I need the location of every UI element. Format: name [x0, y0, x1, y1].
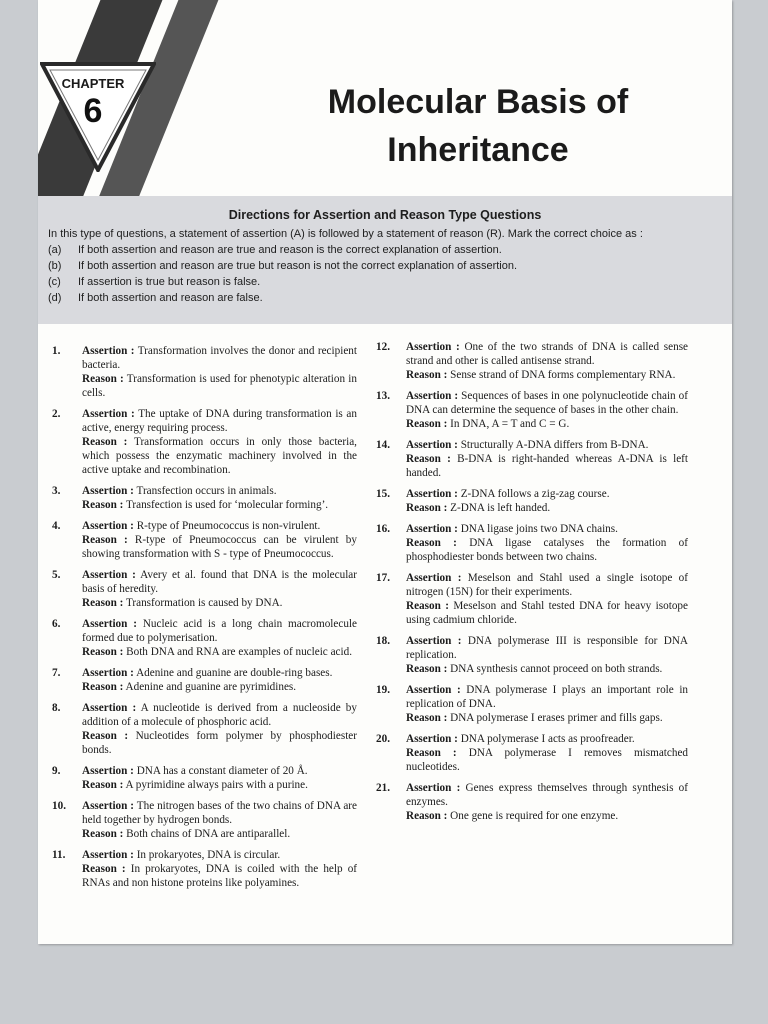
- directions-intro: In this type of questions, a statement of assertion (A) is followed by a statement of reason (R). Mark the correct choice as :: [48, 228, 643, 240]
- reason-line: [406, 536, 688, 564]
- assertion-text: DNA polymerase I acts as proofreader.: [460, 733, 635, 745]
- assertion-label: Assertion :: [406, 635, 462, 647]
- assertion-text: Genes express themselves through synthesis of enzymes.: [406, 782, 688, 808]
- assertion-label: Assertion :: [82, 569, 136, 581]
- assertion-line: [406, 438, 688, 452]
- reason-line: [82, 680, 357, 694]
- page: [38, 0, 732, 944]
- reason-text: DNA synthesis cannot proceed on both strands.: [450, 663, 663, 675]
- question-number: 11.: [52, 849, 66, 861]
- reason-text: Transfection is used for ‘molecular forming’.: [125, 499, 329, 511]
- question-number: 6.: [52, 618, 61, 630]
- direction-option: (d) If both assertion and reason are false.: [48, 292, 263, 304]
- question-body: [406, 732, 688, 774]
- question-body: [406, 438, 688, 480]
- question-number: 3.: [52, 485, 61, 497]
- reason-text: Z-DNA is left handed.: [450, 502, 551, 514]
- reason-text: In prokaryotes, DNA is coiled with the help of RNAs and non histone proteins like polyamines.: [82, 863, 358, 889]
- direction-option: (a) If both assertion and reason are true and reason is the correct explanation of assertion.: [48, 244, 502, 256]
- question-item: [52, 407, 357, 477]
- assertion-text: Transformation involves the donor and recipient bacteria.: [82, 345, 357, 371]
- question-item: [52, 764, 357, 792]
- reason-text: B-DNA is right-handed whereas A-DNA is left handed.: [406, 453, 688, 479]
- question-number: 9.: [52, 765, 61, 777]
- assertion-line: [406, 781, 688, 809]
- question-item: [52, 484, 357, 512]
- reason-line: [406, 417, 688, 431]
- reason-label: Reason :: [82, 436, 128, 448]
- assertion-text: Meselson and Stahl used a single isotope of nitrogen (15N) for their experiments.: [406, 572, 689, 598]
- reason-text: Transformation is caused by DNA.: [125, 597, 283, 609]
- assertion-line: [82, 568, 357, 596]
- reason-label: Reason :: [406, 747, 457, 759]
- reason-line: [406, 452, 688, 480]
- reason-label: Reason :: [406, 600, 449, 612]
- question-body: [82, 799, 357, 841]
- reason-line: [406, 662, 688, 676]
- reason-label: Reason :: [82, 681, 124, 693]
- question-number: 4.: [52, 520, 61, 532]
- assertion-line: [82, 617, 357, 645]
- direction-option: (b) If both assertion and reason are true but reason is not the correct explanation of assertion.: [48, 260, 518, 272]
- reason-label: Reason :: [82, 534, 128, 546]
- directions-title: Directions for Assertion and Reason Type Questions: [228, 208, 542, 222]
- assertion-text: Adenine and guanine are double-ring bases.: [136, 667, 333, 679]
- assertion-label: Assertion :: [82, 849, 134, 861]
- assertion-label: Assertion :: [82, 702, 137, 714]
- question-item: [52, 799, 357, 841]
- question-number: 5.: [52, 569, 61, 581]
- assertion-label: Assertion :: [82, 800, 135, 812]
- question-number: 10.: [52, 800, 66, 812]
- reason-text: DNA polymerase I erases primer and fills gaps.: [450, 712, 663, 724]
- reason-line: [406, 711, 688, 725]
- question-number: 13.: [376, 390, 390, 402]
- reason-text: A pyrimidine always pairs with a purine.: [125, 779, 308, 791]
- assertion-label: Assertion :: [406, 523, 458, 535]
- reason-line: [406, 809, 688, 823]
- assertion-label: Assertion :: [406, 572, 462, 584]
- assertion-text: DNA ligase joins two DNA chains.: [460, 523, 618, 535]
- question-item: [376, 683, 688, 725]
- question-item: [52, 344, 357, 400]
- question-number: 20.: [376, 733, 390, 745]
- reason-label: Reason :: [406, 453, 451, 465]
- assertion-text: DNA polymerase III is responsible for DNA replication.: [406, 635, 688, 661]
- question-body: [406, 634, 688, 676]
- assertion-text: The nitrogen bases of the two chains of DNA are held together by hydrogen bonds.: [82, 800, 357, 826]
- assertion-text: Sequences of bases in one polynucleotide chain of DNA can determine the sequence of bases in the other chain.: [406, 390, 688, 416]
- assertion-label: Assertion :: [82, 520, 134, 532]
- assertion-text: Avery et al. found that DNA is the molecular basis of heredity.: [82, 569, 357, 595]
- reason-text: Transformation is used for phenotypic alteration in cells.: [82, 373, 357, 399]
- assertion-line: [82, 701, 357, 729]
- reason-label: Reason :: [82, 646, 124, 658]
- reason-text: One gene is required for one enzyme.: [450, 810, 619, 822]
- assertion-line: [406, 340, 688, 368]
- reason-line: [406, 746, 688, 774]
- assertion-label: Assertion :: [82, 345, 135, 357]
- question-number: 18.: [376, 635, 390, 647]
- assertion-text: Structurally A-DNA differs from B-DNA.: [460, 439, 649, 451]
- reason-label: Reason :: [82, 730, 129, 742]
- reason-text: Both chains of DNA are antiparallel.: [126, 828, 291, 840]
- question-item: [52, 701, 357, 757]
- questions-right-column: [376, 340, 688, 830]
- question-item: [376, 522, 688, 564]
- assertion-label: Assertion :: [82, 667, 134, 679]
- question-body: [82, 617, 357, 659]
- question-body: [82, 407, 357, 477]
- questions-left-column: [52, 344, 357, 897]
- direction-option: (c) If assertion is true but reason is false.: [48, 276, 261, 288]
- reason-text: Adenine and guanine are pyrimidines.: [125, 681, 297, 693]
- question-item: [376, 781, 688, 823]
- assertion-label: Assertion :: [82, 765, 134, 777]
- question-body: [406, 389, 688, 431]
- question-body: [406, 522, 688, 564]
- assertion-text: Transfection occurs in animals.: [136, 485, 277, 497]
- assertion-line: [406, 487, 688, 501]
- question-number: 8.: [52, 702, 61, 714]
- assertion-text: DNA polymerase I plays an important role in replication of DNA.: [406, 684, 689, 710]
- question-number: 1.: [52, 345, 61, 357]
- assertion-label: Assertion :: [82, 618, 137, 630]
- assertion-text: R-type of Pneumococcus is non-virulent.: [136, 520, 321, 532]
- reason-label: Reason :: [82, 828, 124, 840]
- question-item: [376, 438, 688, 480]
- reason-line: [82, 729, 357, 757]
- question-item: [376, 487, 688, 515]
- question-number: 15.: [376, 488, 390, 500]
- question-body: [406, 683, 688, 725]
- chapter-label: CHAPTER: [61, 76, 125, 91]
- question-body: [82, 701, 357, 757]
- reason-label: Reason :: [406, 537, 457, 549]
- chapter-number: 6: [83, 92, 103, 130]
- assertion-line: [406, 571, 688, 599]
- assertion-line: [406, 522, 688, 536]
- question-item: [376, 340, 688, 382]
- reason-line: [82, 645, 357, 659]
- assertion-line: [406, 732, 688, 746]
- reason-text: Both DNA and RNA are examples of nucleic acid.: [126, 646, 353, 658]
- reason-line: [82, 778, 357, 792]
- assertion-label: Assertion :: [406, 390, 459, 402]
- question-number: 14.: [376, 439, 390, 451]
- reason-line: [82, 372, 357, 400]
- reason-label: Reason :: [406, 502, 448, 514]
- assertion-label: Assertion :: [406, 733, 458, 745]
- question-item: [52, 617, 357, 659]
- assertion-line: [82, 764, 357, 778]
- assertion-text: Nucleic acid is a long chain macromolecule formed due to polymerisation.: [82, 618, 358, 644]
- question-item: [376, 571, 688, 627]
- question-body: [82, 344, 357, 400]
- question-item: [376, 389, 688, 431]
- assertion-line: [82, 484, 357, 498]
- question-item: [376, 732, 688, 774]
- question-number: 21.: [376, 782, 390, 794]
- question-body: [82, 848, 357, 890]
- reason-label: Reason :: [82, 499, 124, 511]
- assertion-line: [406, 683, 688, 711]
- assertion-line: [82, 519, 357, 533]
- page-title: Molecular Basis of Inheritance: [327, 83, 629, 169]
- assertion-label: Assertion :: [406, 684, 461, 696]
- reason-line: [82, 435, 357, 477]
- assertion-text: The uptake of DNA during transformation is an active, energy requiring process.: [82, 408, 357, 434]
- reason-label: Reason :: [406, 369, 448, 381]
- directions-box: [38, 196, 732, 324]
- reason-text: R-type of Pneumococcus can be virulent by showing transformation with S - type of Pneumococcus.: [82, 534, 357, 560]
- reason-label: Reason :: [82, 373, 124, 385]
- assertion-label: Assertion :: [82, 408, 135, 420]
- question-body: [82, 484, 357, 512]
- assertion-line: [82, 666, 357, 680]
- reason-line: [406, 599, 688, 627]
- reason-line: [82, 827, 357, 841]
- question-item: [52, 666, 357, 694]
- question-body: [406, 487, 688, 515]
- assertion-label: Assertion :: [82, 485, 134, 497]
- assertion-text: One of the two strands of DNA is called sense strand and other is called antisense strand.: [406, 341, 689, 367]
- reason-line: [82, 596, 357, 610]
- question-number: 2.: [52, 408, 61, 420]
- question-item: [52, 519, 357, 561]
- question-number: 16.: [376, 523, 390, 535]
- question-body: [406, 781, 688, 823]
- question-item: [52, 848, 357, 890]
- reason-label: Reason :: [406, 810, 448, 822]
- assertion-text: A nucleotide is derived from a nucleoside by addition of a molecule of phosphoric acid.: [82, 702, 357, 728]
- reason-line: [406, 501, 688, 515]
- reason-label: Reason :: [406, 712, 448, 724]
- assertion-line: [82, 848, 357, 862]
- reason-text: In DNA, A = T and C = G.: [450, 418, 570, 430]
- question-number: 17.: [376, 572, 390, 584]
- assertion-text: Z-DNA follows a zig-zag course.: [460, 488, 610, 500]
- assertion-label: Assertion :: [406, 782, 461, 794]
- reason-text: Nucleotides form polymer by phosphodiester bonds.: [82, 730, 357, 756]
- reason-line: [82, 862, 357, 890]
- reason-label: Reason :: [82, 779, 124, 791]
- reason-label: Reason :: [82, 597, 124, 609]
- assertion-line: [82, 407, 357, 435]
- reason-text: DNA ligase catalyses the formation of phosphodiester bonds between two chains.: [406, 537, 688, 563]
- question-body: [406, 340, 688, 382]
- assertion-line: [82, 799, 357, 827]
- question-number: 12.: [376, 341, 390, 353]
- assertion-line: [406, 389, 688, 417]
- question-item: [376, 634, 688, 676]
- question-body: [82, 568, 357, 610]
- question-body: [82, 519, 357, 561]
- reason-line: [82, 498, 357, 512]
- assertion-text: DNA has a constant diameter of 20 Å.: [136, 765, 308, 777]
- reason-text: Meselson and Stahl tested DNA for heavy isotope using cadmium chloride.: [406, 600, 688, 626]
- question-number: 7.: [52, 667, 61, 679]
- reason-label: Reason :: [406, 663, 448, 675]
- reason-text: DNA polymerase I removes mismatched nucleotides.: [406, 747, 689, 773]
- assertion-label: Assertion :: [406, 488, 458, 500]
- assertion-text: In prokaryotes, DNA is circular.: [136, 849, 281, 861]
- question-body: [406, 571, 688, 627]
- assertion-line: [82, 344, 357, 372]
- reason-text: Transformation occurs in only those bacteria, which possess the enzymatic machinery involved in the active uptake and recombination.: [82, 436, 357, 476]
- reason-label: Reason :: [406, 418, 448, 430]
- assertion-label: Assertion :: [406, 439, 458, 451]
- reason-label: Reason :: [82, 863, 126, 875]
- reason-text: Sense strand of DNA forms complementary RNA.: [450, 369, 676, 381]
- question-body: [82, 764, 357, 792]
- question-body: [82, 666, 357, 694]
- question-item: [52, 568, 357, 610]
- reason-line: [82, 533, 357, 561]
- reason-line: [406, 368, 688, 382]
- assertion-line: [406, 634, 688, 662]
- assertion-label: Assertion :: [406, 341, 460, 353]
- question-number: 19.: [376, 684, 390, 696]
